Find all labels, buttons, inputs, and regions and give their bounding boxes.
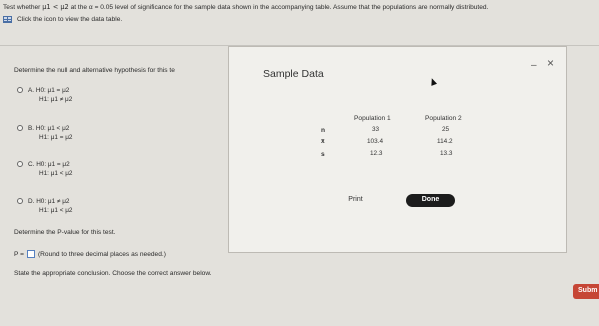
pvalue-input[interactable] (27, 250, 35, 258)
cell-n-pop1: 33 (372, 126, 380, 133)
popup-title: Sample Data (263, 68, 324, 80)
col-header-pop2: Population 2 (425, 115, 462, 122)
row-label-xbar: x̄ (321, 138, 325, 145)
option-d-letter: D. (28, 198, 35, 205)
mouse-cursor-icon (429, 77, 437, 86)
radio-c[interactable] (17, 161, 23, 167)
option-d-h1: H1: μ1 < μ2 (39, 207, 73, 214)
cell-s-pop2: 13.3 (440, 150, 453, 157)
option-b-h1: H1: μ1 = μ2 (39, 134, 73, 141)
done-button[interactable]: Done (406, 194, 455, 207)
cell-xbar-pop1: 103.4 (367, 138, 383, 145)
option-a-h1: H1: μ1 ≠ μ2 (39, 96, 73, 103)
minimize-icon[interactable]: – (531, 60, 537, 71)
option-a-letter: A. (28, 87, 35, 94)
p-rounding-note: (Round to three decimal places as needed.) (37, 250, 166, 258)
option-d-h0: H0: μ1 ≠ μ2 (36, 198, 70, 205)
submit-button[interactable]: Subm (573, 284, 599, 299)
close-icon[interactable]: × (547, 56, 555, 70)
option-b[interactable] (17, 124, 72, 142)
cell-n-pop2: 25 (442, 126, 450, 133)
p-label: P = (14, 250, 24, 258)
row-label-s: s (321, 151, 325, 158)
option-a-h0: H0: μ1 = μ2 (35, 87, 70, 94)
option-c-h0: H0: μ1 = μ2 (36, 161, 70, 168)
option-b-h0: H0: μ1 < μ2 (35, 125, 70, 132)
question-prefix: Test whether (3, 4, 41, 11)
print-button[interactable]: Print (348, 196, 363, 203)
option-b-letter: B. (28, 125, 35, 132)
hypothesis-prompt: Determine the null and alternative hypothesis for this te (14, 67, 175, 74)
radio-d[interactable] (17, 198, 23, 204)
option-c-letter: C. (28, 161, 35, 168)
pvalue-prompt: Determine the P-value for this test. (14, 229, 116, 236)
row-label-n: n (321, 127, 326, 134)
data-link-text[interactable]: Click the icon to view the data table. (17, 16, 123, 23)
pvalue-answer-row (14, 250, 166, 258)
cell-xbar-pop2: 114.2 (437, 138, 453, 145)
question-mid: at the (70, 4, 88, 11)
cell-s-pop1: 12.3 (370, 150, 383, 157)
conclusion-prompt: State the appropriate conclusion. Choose the correct answer below. (14, 270, 212, 277)
option-c-h1: H1: μ1 < μ2 (39, 170, 73, 177)
table-icon[interactable] (3, 16, 12, 23)
hypothesis-inline: μ1 < μ2 (42, 3, 69, 11)
radio-b[interactable] (17, 125, 23, 131)
question-suffix: level of significance for the sample data shown in the accompanying table. Assume that the populations are normally distributed. (114, 4, 489, 11)
data-table-link[interactable] (3, 16, 122, 23)
option-a[interactable] (17, 86, 72, 104)
question-header (3, 3, 597, 12)
sample-data-popup (228, 46, 567, 253)
col-header-pop1: Population 1 (354, 115, 391, 122)
alpha-value: α = 0.05 (88, 4, 114, 11)
radio-a[interactable] (17, 87, 23, 93)
option-d[interactable] (17, 197, 72, 215)
option-c[interactable] (17, 160, 72, 178)
